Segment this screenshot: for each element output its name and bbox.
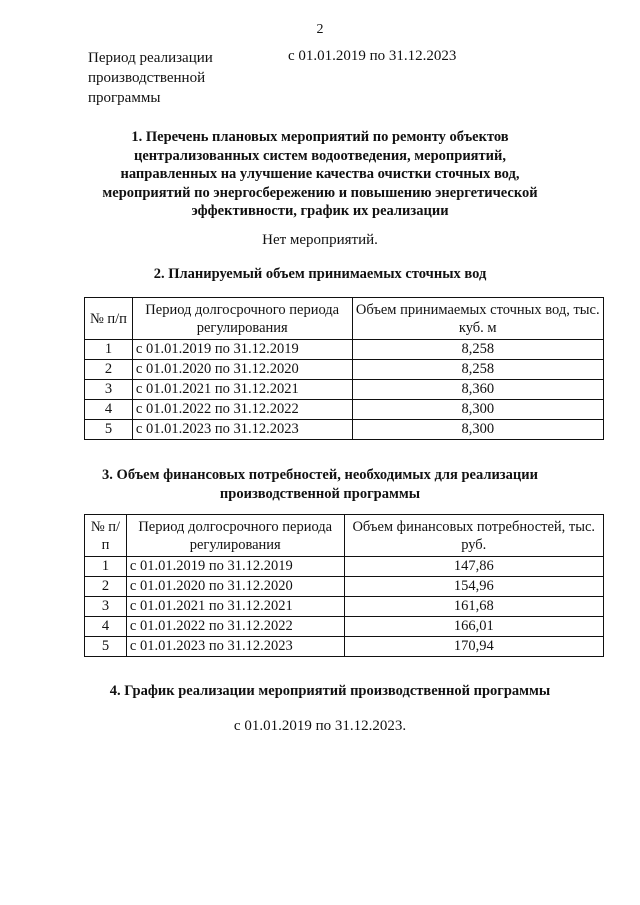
row-period: с 01.01.2019 по 31.12.2019 — [132, 340, 352, 360]
header-number: № п/п — [85, 515, 127, 557]
row-period: с 01.01.2022 по 31.12.2022 — [132, 400, 352, 420]
row-value: 8,300 — [352, 400, 604, 420]
row-value: 8,300 — [352, 420, 604, 440]
header-period: Период долгосрочного периода регулирования — [132, 298, 352, 340]
page-number: 2 — [316, 22, 324, 37]
row-period: с 01.01.2019 по 31.12.2019 — [126, 557, 344, 577]
header-number: № п/п — [85, 298, 133, 340]
table-row — [85, 557, 604, 577]
row-period: с 01.01.2021 по 31.12.2021 — [132, 380, 352, 400]
table-row — [85, 340, 604, 360]
row-period: с 01.01.2023 по 31.12.2023 — [126, 637, 344, 657]
row-period: с 01.01.2021 по 31.12.2021 — [126, 597, 344, 617]
row-number: 1 — [85, 340, 133, 360]
row-value: 8,258 — [352, 340, 604, 360]
row-value: 154,96 — [344, 577, 603, 597]
row-value: 8,258 — [352, 360, 604, 380]
table-row — [85, 597, 604, 617]
table-row — [85, 360, 604, 380]
section2-heading: 2. Планируемый объем принимаемых сточных вод — [153, 266, 487, 282]
table-row — [85, 577, 604, 597]
row-value: 170,94 — [344, 637, 603, 657]
row-period: с 01.01.2020 по 31.12.2020 — [126, 577, 344, 597]
row-number: 1 — [85, 557, 127, 577]
row-period: с 01.01.2022 по 31.12.2022 — [126, 617, 344, 637]
section3-heading: 3. Объем финансовых потребностей, необходимых для реализации производственной программы — [102, 467, 538, 502]
row-value: 161,68 — [344, 597, 603, 617]
program-period-value: с 01.01.2019 по 31.12.2023 — [288, 48, 457, 64]
header-financial: Объем финансовых потребностей, тыс. руб. — [344, 515, 603, 557]
table-row — [85, 617, 604, 637]
section1-heading: 1. Перечень плановых мероприятий по ремонту объектов централизованных систем водоотведения, мероприятий, направленных на улучшение качества очистки сточных вод, мероприятий по энергосбережению и повышению энергетической эффективности, график их реализации — [102, 129, 538, 219]
row-number: 3 — [85, 597, 127, 617]
row-value: 147,86 — [344, 557, 603, 577]
table-row — [85, 420, 604, 440]
section4-heading: 4. График реализации мероприятий производственной программы — [109, 683, 551, 699]
row-number: 2 — [85, 577, 127, 597]
row-value: 8,360 — [352, 380, 604, 400]
wastewater-volume-table — [84, 297, 604, 440]
section1-text: Нет мероприятий. — [262, 232, 378, 248]
row-number: 5 — [85, 420, 133, 440]
financial-needs-table — [84, 514, 604, 657]
table-row — [85, 637, 604, 657]
header-volume: Объем принимаемых сточных вод, тыс. куб. м — [352, 298, 604, 340]
row-number: 4 — [85, 617, 127, 637]
row-number: 3 — [85, 380, 133, 400]
row-number: 5 — [85, 637, 127, 657]
row-value: 166,01 — [344, 617, 603, 637]
row-number: 2 — [85, 360, 133, 380]
program-period-label: Период реализации производственной программы — [88, 50, 213, 106]
row-number: 4 — [85, 400, 133, 420]
header-period: Период долгосрочного периода регулирования — [126, 515, 344, 557]
table-row — [85, 400, 604, 420]
row-period: с 01.01.2020 по 31.12.2020 — [132, 360, 352, 380]
row-period: с 01.01.2023 по 31.12.2023 — [132, 420, 352, 440]
table-row — [85, 380, 604, 400]
section4-period: с 01.01.2019 по 31.12.2023. — [233, 718, 407, 734]
